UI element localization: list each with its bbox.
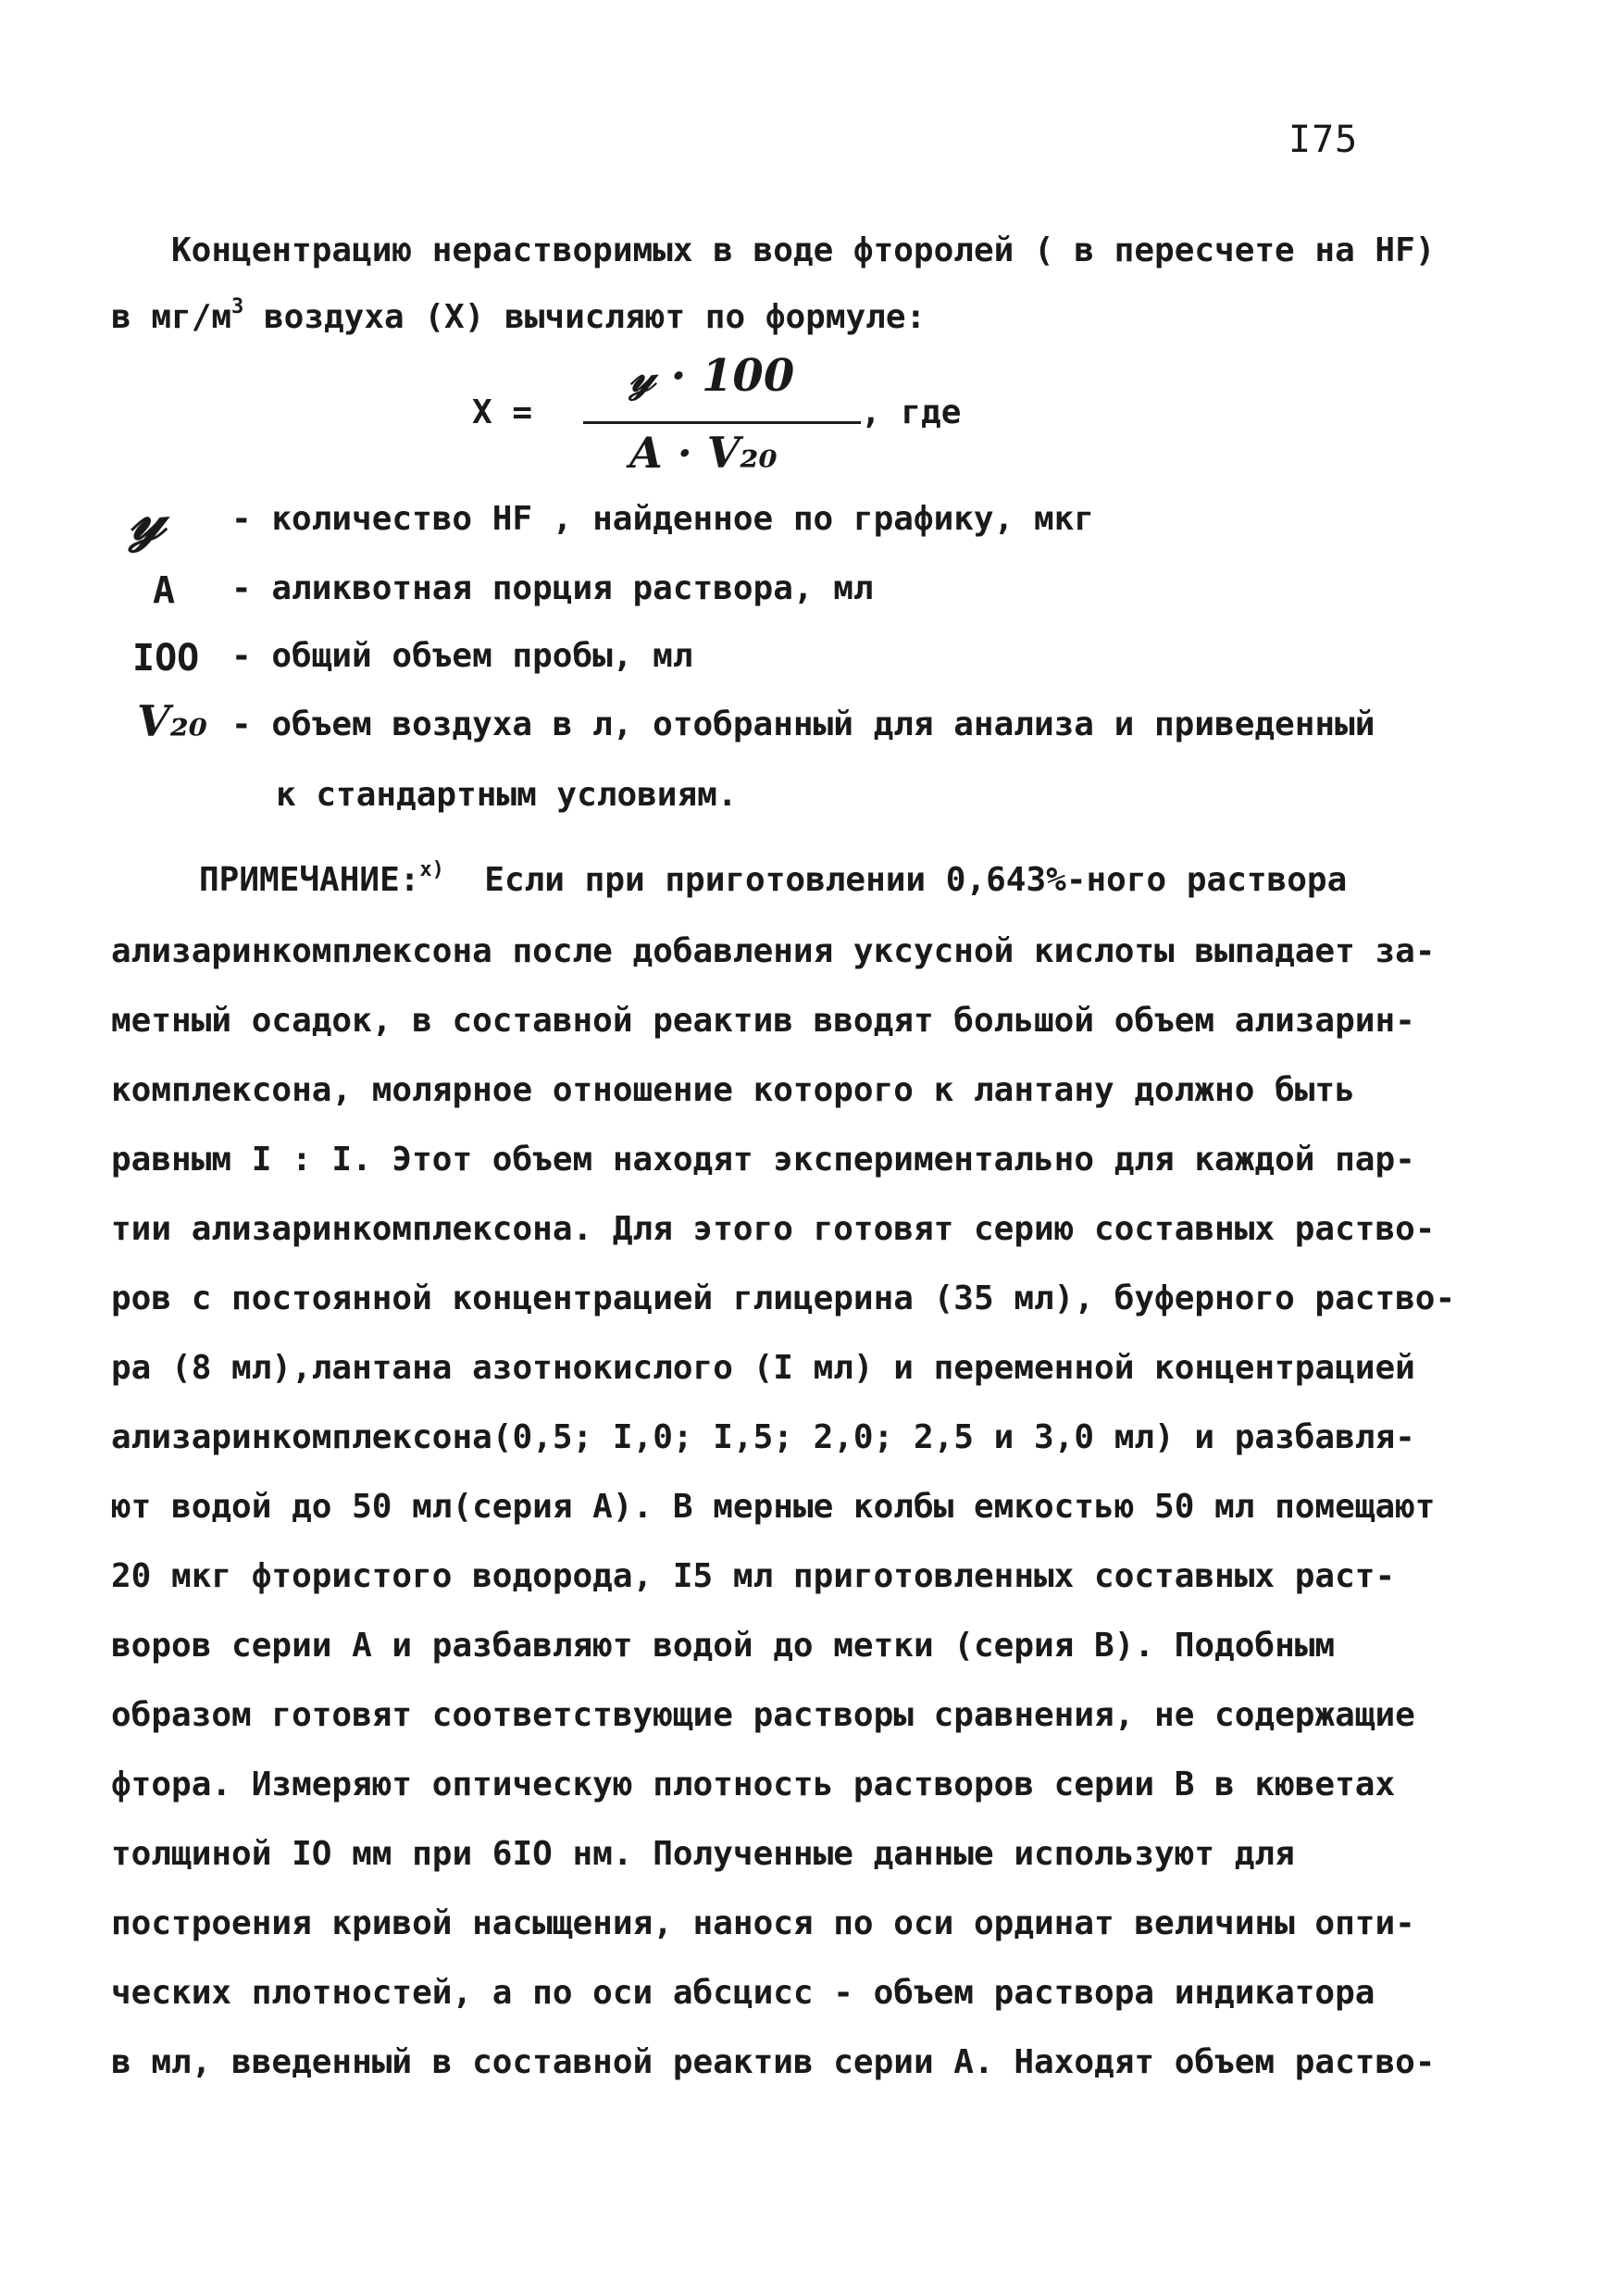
definition-symbol-a: A [153, 569, 176, 612]
definition-text-y: - количество HF , найденное по графику, мкг [231, 500, 1094, 538]
intro-line-2-sup: 3 [231, 295, 244, 318]
note-line: образом готовят соответствующие растворы сравнения, не содержащие [111, 1696, 1415, 1734]
intro-line-2 [111, 295, 927, 336]
note-line: равным I : I. Этот объем находят экспериментально для каждой пар- [111, 1141, 1415, 1179]
intro-line-2-pre: в мг/м [111, 298, 232, 336]
definition-text-a: - аликвотная порция раствора, мл [231, 569, 874, 607]
note-label: ПРИМЕЧАНИЕ: [199, 861, 420, 899]
note-line: метный осадок, в составной реактив вводят большой объем ализарин- [111, 1002, 1415, 1040]
note-line: построения кривой насыщения, нанося по оси ординат величины опти- [111, 1904, 1415, 1942]
formula-tail: , где [861, 393, 962, 431]
note-line: тии ализаринкомплексона. Для этого готовят серию составных раство- [111, 1210, 1436, 1248]
note-line: фтора. Измеряют оптическую плотность растворов серии В в кюветах [111, 1766, 1396, 1803]
definition-text-continuation: к стандартным условиям. [276, 776, 738, 814]
definition-symbol-y: 𝓎 [130, 481, 166, 554]
note-line: ют водой до 50 мл(серия А). В мерные колбы емкостью 50 мл помещают [111, 1488, 1436, 1526]
intro-line-2-post: воздуха (X) вычисляют по формуле: [243, 298, 927, 336]
intro-line-1: Концентрацию нерастворимых в воде фторолей ( в пересчете на HF) [171, 231, 1436, 269]
note-line: 20 мкг фтористого водорода, I5 мл приготовленных составных раст- [111, 1557, 1396, 1595]
definition-text-v20: - объем воздуха в л, отобранный для анализа и приведенный [231, 705, 1375, 743]
note-line: в мл, введенный в составной реактив серии А. Находят объем раство- [111, 2043, 1436, 2081]
note-label-sup: x) [419, 858, 444, 881]
definition-text-100: - общий объем пробы, мл [231, 637, 693, 675]
formula-numerator: 𝓎 · 100 [629, 350, 795, 402]
note-line: ализаринкомплексона после добавления уксусной кислоты выпадает за- [111, 932, 1436, 970]
note-first-line [199, 858, 1348, 899]
formula-lhs: X = [472, 393, 533, 431]
note-line: ализаринкомплексона(0,5; I,0; I,5; 2,0; 2,5 и 3,0 мл) и разбавля- [111, 1418, 1415, 1456]
note-line: ра (8 мл),лантана азотнокислого (I мл) и переменной концентрацией [111, 1349, 1415, 1387]
note-line: воров серии А и разбавляют водой до метки (серия В). Подобным [111, 1627, 1336, 1665]
definition-symbol-100: IOO [132, 637, 200, 680]
fraction-bar [583, 421, 861, 424]
note-line: комплексона, молярное отношение которого к лантану должно быть [111, 1071, 1355, 1109]
formula-denominator: A · V₂₀ [629, 428, 778, 478]
note-line: ческих плотностей, а по оси абсцисс - объем раствора индикатора [111, 1974, 1375, 2012]
definition-symbol-v20: V₂₀ [137, 696, 207, 746]
note-line: толщиной IO мм при 6IO нм. Полученные данные используют для [111, 1835, 1295, 1873]
page-number: I75 [1288, 119, 1359, 161]
note-line: ров с постоянной концентрацией глицерина (35 мл), буферного раство- [111, 1279, 1456, 1317]
note-line-0: Если при приготовлении 0,643%-ного раствора [484, 861, 1348, 899]
